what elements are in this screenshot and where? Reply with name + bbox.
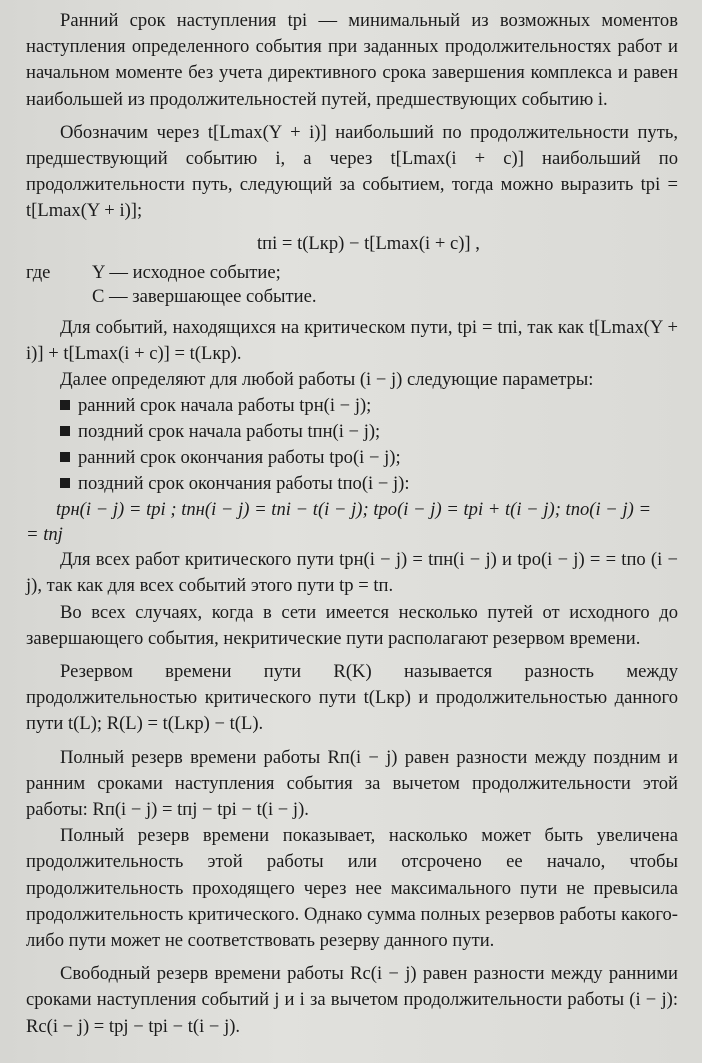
paragraph-early-event-time: Ранний срок наступления tpi — минимальный из возможных моментов наступления определенного события при заданных продолжительностях работ и начальном моменте без учета директивного срока завершения комплекса и равен наибольшей из продолжительностей путей, предшествующих событию i. bbox=[26, 10, 678, 110]
formula-late-event-time: tпi = t(Lкр) − t[Lmax(i + c)] , bbox=[257, 232, 480, 254]
formula-work-parameters-cont: = tпj bbox=[26, 524, 63, 546]
paragraph-critical-path-events: Для событий, находящихся на критическом пути, tpi = tпi, так как t[Lmax(Y + i)] + t[Lmax(i + c)] = t(Lкр). bbox=[26, 316, 678, 364]
paragraph-work-parameters-intro: Далее определяют для любой работы (i − j) следующие параметры: bbox=[60, 369, 594, 391]
legend-final-event: C — завершающее событие. bbox=[92, 285, 317, 307]
paragraph-noncritical-paths: Во всех случаях, когда в сети имеется несколько путей от исходного до завершающего события, некритические пути располагают резервом времени. bbox=[26, 601, 678, 649]
list-item: поздний срок начала работы tпн(i − j); bbox=[26, 419, 678, 445]
paragraph-critical-path-works: Для всех работ критического пути tрн(i − j) = tпн(i − j) и tро(i − j) = = tпо (i − j), так как для всех событий этого пути tр = tп. bbox=[26, 549, 678, 597]
formula-work-parameters: tрн(i − j) = tpi ; tпн(i − j) = tпi − t(i − j); tро(i − j) = tpi + t(i − j); tпо(i − j) = bbox=[56, 499, 652, 521]
bullet-square-icon bbox=[60, 478, 70, 488]
list-item: ранний срок начала работы tрн(i − j); bbox=[26, 393, 678, 419]
where-legend-y bbox=[26, 261, 678, 285]
bullet-square-icon bbox=[60, 426, 70, 436]
paragraph-full-reserve: Полный резерв времени работы Rп(i − j) равен разности между поздним и ранним сроками наступления события за вычетом продолжительности этой работы: Rп(i − j) = tпj − tpi − t(i − j). bbox=[26, 746, 678, 821]
paragraph-max-path-notation: Обозначим через t[Lmax(Y + i)] наибольший по продолжительности путь, предшествующий событию i, а через t[Lmax(i + c)] наибольший по продолжительности путь, следующий за событием, тогда можно выразить tpi = t[Lmax(Y + i)]; bbox=[26, 121, 678, 222]
bullet-square-icon bbox=[60, 452, 70, 462]
list-item: ранний срок окончания работы tро(i − j); bbox=[26, 445, 678, 471]
paragraph-full-reserve-meaning: Полный резерв времени показывает, насколько может быть увеличена продолжительность этой работы или отсрочено ее начало, чтобы продолжительность проходящего через нее максимального пути не превысила продолжительность критического. Однако сумма полных резервов работы какого-либо пути может не соответствовать резерву данного пути. bbox=[26, 825, 678, 952]
legend-source-event: Y — исходное событие; bbox=[92, 261, 281, 283]
list-item: поздний срок окончания работы tпо(i − j): bbox=[26, 471, 678, 497]
bullet-square-icon bbox=[60, 400, 70, 410]
where-label: где bbox=[26, 261, 51, 283]
paragraph-free-reserve: Свободный резерв времени работы Rс(i − j) равен разности между ранними сроками наступления событий j и i за вычетом продолжительности работы (i − j): Rс(i − j) = tpj − tpi − t(i − j). bbox=[26, 963, 678, 1037]
paragraph-path-reserve: Резервом времени пути R(K) называется разность между продолжительностью критического пути t(Lкр) и продолжительностью данного пути t(L); R(L) = t(Lкр) − t(L). bbox=[26, 661, 678, 735]
